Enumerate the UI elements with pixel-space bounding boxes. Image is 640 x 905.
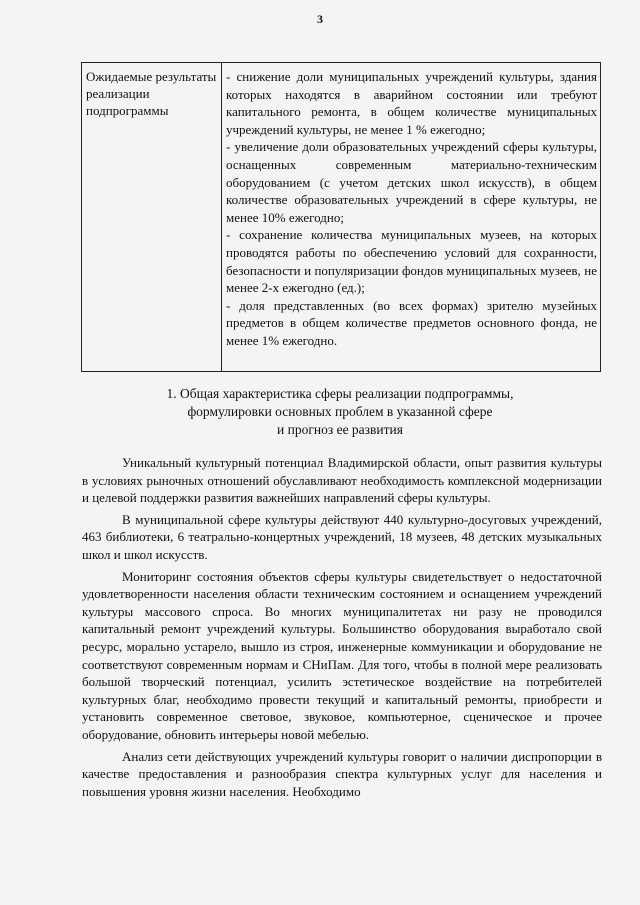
result-item: - снижение доли муниципальных учреждений культуры, здания которых находятся в аварийном состоянии или требуют капитального ремонта, в общем количестве муниципальных учреждений культуры, не менее 1 % ежегодно; — [226, 69, 597, 137]
table-value-cell — [222, 63, 600, 371]
section-body — [82, 454, 602, 804]
results-table — [81, 62, 601, 372]
heading-line: формулировки основных проблем в указанной сфере — [187, 404, 493, 419]
result-item: - увеличение доли образовательных учреждений сферы культуры, оснащенных современным материально-техническим оборудованием (с учетом детских школ искусств), в общем количестве образовательных учреждений в сфере культуры, не менее 10% ежегодно; — [226, 139, 597, 225]
heading-line: 1. Общая характеристика сферы реализации подпрограммы, — [166, 386, 514, 401]
result-item: - доля представленных (во всех формах) зрителю музейных предметов в общем количестве предметов основного фонда, не менее 1% ежегодно. — [226, 297, 597, 348]
result-item: - сохранение количества муниципальных музеев, на которых проводятся работы по обеспечению условий для сохранности, безопасности и популяризации фондов муниципальных музеев, не менее 2-х ежегодно (ед.); — [226, 227, 597, 296]
heading-line: и прогноз ее развития — [277, 422, 403, 437]
page-number: 3 — [317, 12, 323, 26]
section-heading — [80, 385, 600, 439]
paragraph: В муниципальной сфере культуры действуют 440 культурно-досуговых учреждений, 463 библиотеки, 6 театрально-концертных учреждений, 18 музеев, 48 детских музыкальных школ и школ искусств. — [82, 511, 602, 562]
paragraph: Анализ сети действующих учреждений культуры говорит о наличии диспропорции в качестве предоставления и разнообразия спектра культурных услуг для населения и повышения уровня жизни населения. Необходимо — [82, 748, 602, 799]
paragraph: Мониторинг состояния объектов сферы культуры свидетельствует о недостаточной удовлетворенности населения области техническим состоянием и оснащением учреждений культуры массового спроса. Во многих муниципалитетах ни разу не проводился капитальный ремонт учреждений культуры. Большинство оборудования выработало свой ресурс, морально устарело, вышло из строя, инженерные коммуникации и оборудование не соответствуют современным нормам и СНиПам. Для того, чтобы в полной мере реализовать большой творческий потенциал, усилить эстетическое воздействие на потребителей культурных благ, необходимо провести текущий и капитальный ремонты, приобрести и установить современное световое, звуковое, компьютерное, сценическое и прочее оборудование, обновить интерьеры новой мебелью. — [82, 568, 602, 742]
table-label-cell: Ожидаемые результаты реализации подпрограммы — [82, 63, 222, 371]
paragraph: Уникальный культурный потенциал Владимирской области, опыт развития культуры в условиях рыночных отношений обуславливают необходимость комплексной модернизации и целевой поддержки развития важнейших направлений сферы культуры. — [82, 455, 602, 506]
